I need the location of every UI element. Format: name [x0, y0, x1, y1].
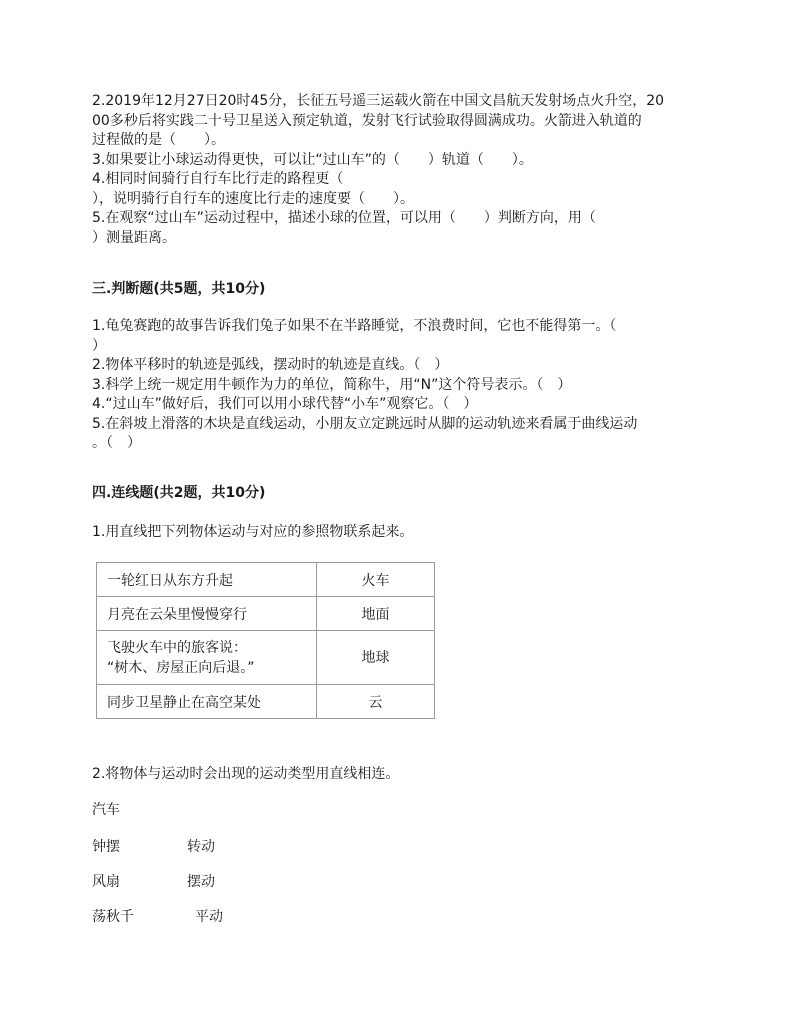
question-line: 过程做的是（ ）。 — [92, 132, 225, 148]
reference-cell: 地球 — [317, 631, 435, 685]
question-line: 2.2019年12月27日20时45分，长征五号遥三运载火箭在中国文昌航天发射场点火升空，20 — [92, 93, 665, 109]
motion-cell: 月亮在云朵里慢慢穿行 — [97, 597, 317, 631]
question-line: 。（ ） — [92, 435, 141, 451]
matching-table — [96, 562, 435, 719]
true-false-questions — [92, 317, 704, 454]
question-line: 1.龟兔赛跑的故事告诉我们兔子如果不在半路睡觉，不浪费时间，它也不能得第一。（ — [92, 318, 617, 334]
table-row — [97, 685, 435, 719]
object-item: 风扇 — [92, 874, 120, 890]
reference-cell: 地面 — [317, 597, 435, 631]
question-line: 2.物体平移时的轨迹是弧线，摆动时的轨迹是直线。（ ） — [92, 357, 449, 373]
section-heading-matching: 四.连线题(共2题，共10分) — [92, 485, 266, 501]
question-line: 3.如果要让小球运动得更快，可以让“过山车”的（ ）轨道（ ）。 — [92, 151, 533, 168]
motion-cell-line: “树木、房屋正向后退。” — [107, 659, 255, 676]
object-item: 钟摆 — [92, 839, 120, 855]
motion-type-item: 平动 — [195, 909, 223, 925]
question-line: ）测量距离。 — [92, 229, 176, 246]
object-item: 汽车 — [92, 802, 120, 818]
motion-cell — [97, 631, 317, 685]
question-line: 3.科学上统一规定用牛顿作为力的单位，简称牛，用“N”这个符号表示。（ ） — [92, 376, 572, 393]
motion-type-item: 摆动 — [187, 874, 215, 890]
table-row — [97, 563, 435, 597]
reference-cell: 火车 — [317, 563, 435, 597]
object-item: 荡秋千 — [92, 909, 134, 925]
motion-cell-line: 飞驶火车中的旅客说： — [107, 639, 247, 656]
question-line: 4.“过山车”做好后，我们可以用小球代替“小车”观察它。（ ） — [92, 396, 478, 412]
motion-cell: 同步卫星静止在高空某处 — [97, 685, 317, 719]
matching-question-1-prompt: 1.用直线把下列物体运动与对应的参照物联系起来。 — [92, 524, 414, 540]
table-row — [97, 597, 435, 631]
fill-in-questions — [92, 92, 704, 248]
question-line: 4.相同时间骑行自行车比行走的路程更（ — [92, 171, 344, 187]
question-line: 00多秒后将实践二十号卫星送入预定轨道，发射飞行试验取得圆满成功。火箭进入轨道的 — [92, 112, 642, 129]
motion-cell: 一轮红日从东方升起 — [97, 563, 317, 597]
question-line: ），说明骑行自行车的速度比行走的速度要（ ）。 — [92, 190, 414, 207]
question-line: 5.在观察“过山车”运动过程中，描述小球的位置，可以用（ ）判断方向，用（ — [92, 210, 596, 226]
table-row — [97, 631, 435, 685]
reference-cell: 云 — [317, 685, 435, 719]
question-line: ） — [92, 337, 106, 354]
question-line: 5.在斜坡上滑落的木块是直线运动，小朋友立定跳远时从脚的运动轨迹来看属于曲线运动 — [92, 415, 638, 432]
section-heading-true-false: 三.判断题(共5题，共10分) — [92, 281, 266, 297]
matching-question-2-prompt: 2.将物体与运动时会出现的运动类型用直线相连。 — [92, 766, 400, 782]
motion-type-item: 转动 — [187, 839, 215, 855]
